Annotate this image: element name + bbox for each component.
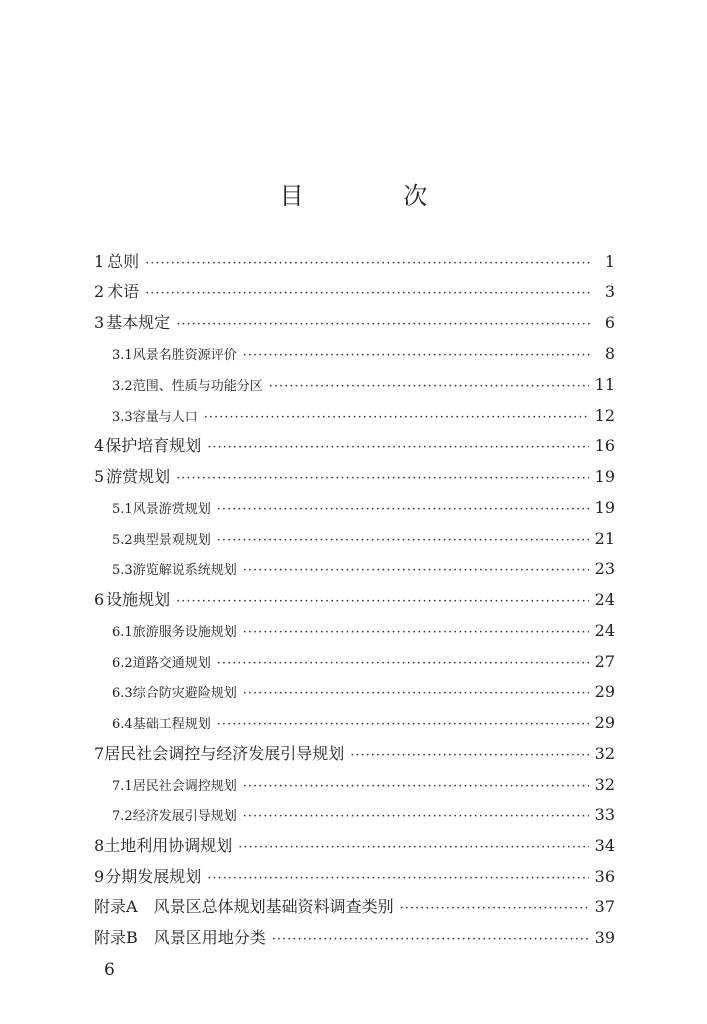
toc-entry[interactable] xyxy=(94,740,615,768)
toc-entry-title: 范围、性质与功能分区 xyxy=(132,379,263,394)
toc-entry-title: 道路交通规划 xyxy=(132,656,211,671)
dot-leader xyxy=(217,496,589,522)
dot-leader xyxy=(243,680,589,706)
toc-entry-number: 5 xyxy=(94,467,105,486)
toc-entry-title: 游览解说系统规划 xyxy=(132,563,237,578)
toc-entry[interactable] xyxy=(94,463,615,491)
toc-entry-number: 5.3 xyxy=(112,563,133,578)
toc-entry-page: 24 xyxy=(594,621,615,640)
toc-entry-title: 风景区总体规划基础资料调查类别 xyxy=(153,897,394,916)
toc-entry-page: 8 xyxy=(604,344,615,363)
toc-entry-page: 27 xyxy=(594,652,615,671)
toc-entry-page: 11 xyxy=(594,375,615,394)
toc-entry-page: 24 xyxy=(594,590,615,609)
toc-entry-page: 39 xyxy=(594,928,615,947)
toc-entry-title: 风景名胜资源评价 xyxy=(132,348,237,363)
toc-subentry[interactable] xyxy=(112,801,615,829)
toc-subentry[interactable] xyxy=(112,371,615,399)
toc-entry-title: 分期发展规划 xyxy=(105,867,202,886)
toc-entry-page: 32 xyxy=(594,775,615,794)
toc-entry-title: 典型景观规划 xyxy=(132,533,211,548)
dot-leader xyxy=(243,342,591,368)
dot-leader xyxy=(272,926,589,952)
toc-entry-page: 23 xyxy=(594,559,615,578)
dot-leader xyxy=(269,373,589,399)
toc-entry-page: 29 xyxy=(594,713,615,732)
toc-subentry[interactable] xyxy=(112,402,615,430)
dot-leader xyxy=(217,711,589,737)
toc-entry-number: 6.2 xyxy=(112,656,133,671)
dot-leader xyxy=(243,803,589,829)
toc-entry-title: 旅游服务设施规划 xyxy=(132,625,237,640)
toc-entry-page: 33 xyxy=(594,805,615,824)
toc-entry-page: 21 xyxy=(594,529,615,548)
toc-subentry[interactable] xyxy=(112,555,615,583)
toc-entry-title: 游赏规划 xyxy=(106,467,171,486)
toc-entry-number: 6.4 xyxy=(112,717,133,732)
dot-leader xyxy=(243,557,589,583)
toc-entry-number: 5.1 xyxy=(112,502,133,517)
toc-entry-number: 7.2 xyxy=(112,809,133,824)
toc-entry-title: 综合防灾避险规划 xyxy=(132,686,237,701)
dot-leader xyxy=(176,588,589,614)
dot-leader xyxy=(176,465,589,491)
toc-entry-number: 附录A xyxy=(94,897,138,916)
toc-entry-title: 居民社会调控与经济发展引导规划 xyxy=(104,744,345,763)
toc-entry-page: 19 xyxy=(594,498,615,517)
dot-leader xyxy=(145,280,591,306)
toc-entry-title: 经济发展引导规划 xyxy=(132,809,237,824)
toc-entry-title: 总则 xyxy=(107,252,140,271)
toc-entry[interactable] xyxy=(94,432,615,460)
dot-leader xyxy=(400,895,589,921)
toc-entry-page: 37 xyxy=(594,897,615,916)
toc-subentry[interactable] xyxy=(112,617,615,645)
toc-entry-page: 34 xyxy=(594,836,615,855)
toc-subentry[interactable] xyxy=(112,525,615,553)
toc-entry-page: 6 xyxy=(604,313,615,332)
dot-leader xyxy=(217,527,589,553)
toc-entry-title: 居民社会调控规划 xyxy=(132,779,237,794)
toc-entry-title: 容量与人口 xyxy=(132,410,198,425)
toc-appendix-entry[interactable] xyxy=(94,893,615,921)
toc-entry-number: 附录B xyxy=(94,928,138,947)
toc-entry-number: 1 xyxy=(94,252,105,271)
toc-entry-title: 术语 xyxy=(107,282,140,301)
toc-entry-title: 土地利用协调规划 xyxy=(104,836,233,855)
toc-subentry[interactable] xyxy=(112,771,615,799)
dot-leader xyxy=(350,742,588,768)
toc-entry-page: 1 xyxy=(604,252,615,271)
toc-subentry[interactable] xyxy=(112,709,615,737)
toc-subentry[interactable] xyxy=(112,494,615,522)
toc-entry-number: 3.2 xyxy=(112,379,133,394)
toc-entry[interactable] xyxy=(94,586,615,614)
toc-subentry[interactable] xyxy=(112,340,615,368)
toc-entry-number: 9 xyxy=(94,867,105,886)
dot-leader xyxy=(207,434,588,460)
toc-entry[interactable] xyxy=(94,832,615,860)
toc-entry-number: 7 xyxy=(94,744,105,763)
toc-entry-number: 5.2 xyxy=(112,533,133,548)
toc-entry[interactable] xyxy=(94,863,615,891)
dot-leader xyxy=(238,834,588,860)
toc-appendix-entry[interactable] xyxy=(94,924,615,952)
toc-entry-page: 32 xyxy=(594,744,615,763)
toc-entry-page: 16 xyxy=(594,436,615,455)
toc-entry-page: 29 xyxy=(594,682,615,701)
toc-entry-number: 3 xyxy=(94,313,105,332)
dot-leader xyxy=(145,250,591,276)
toc-entry-number: 8 xyxy=(94,836,105,855)
toc-entry[interactable] xyxy=(94,278,615,306)
toc-subentry[interactable] xyxy=(112,648,615,676)
dot-leader xyxy=(243,773,589,799)
toc-entry[interactable] xyxy=(94,248,615,276)
toc-entry-number: 7.1 xyxy=(112,779,133,794)
dot-leader xyxy=(204,404,589,430)
toc-entry-number: 3.1 xyxy=(112,348,133,363)
toc-entry-number: 6.1 xyxy=(112,625,133,640)
toc-entry-title: 基础工程规划 xyxy=(132,717,211,732)
toc-entry-number: 6.3 xyxy=(112,686,133,701)
toc-entry-title: 风景游赏规划 xyxy=(132,502,211,517)
toc-entry-page: 36 xyxy=(594,867,615,886)
toc-entry-page: 19 xyxy=(594,467,615,486)
toc-entry-title: 基本规定 xyxy=(106,313,171,332)
page-number: 6 xyxy=(104,960,115,980)
toc-entry-page: 12 xyxy=(594,406,615,425)
toc-entry-page: 3 xyxy=(604,282,615,301)
dot-leader xyxy=(207,865,588,891)
dot-leader xyxy=(217,650,589,676)
page-title: 目 次 xyxy=(279,182,474,210)
toc-entry-number: 6 xyxy=(94,590,105,609)
dot-leader xyxy=(243,619,589,645)
toc-entry-title: 风景区用地分类 xyxy=(153,928,266,947)
toc-entry-number: 4 xyxy=(94,436,105,455)
toc-subentry[interactable] xyxy=(112,678,615,706)
dot-leader xyxy=(176,311,591,337)
toc-entry-number: 3.3 xyxy=(112,410,133,425)
toc-entry-title: 保护培育规划 xyxy=(105,436,202,455)
toc-entry-title: 设施规划 xyxy=(106,590,171,609)
toc-entry[interactable] xyxy=(94,309,615,337)
toc-entry-number: 2 xyxy=(94,282,105,301)
